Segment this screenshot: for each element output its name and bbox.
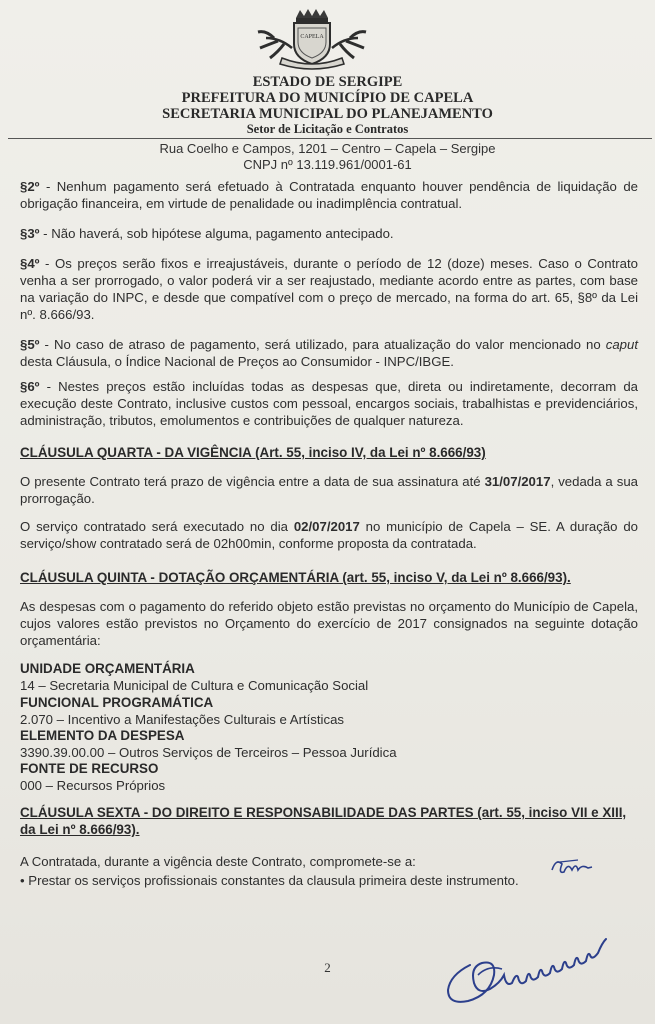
expense-element-value: 3390.39.00.00 – Outros Serviços de Terceiros – Pessoa Jurídica — [20, 745, 397, 760]
cnpj: CNPJ nº 13.119.961/0001-61 — [243, 157, 412, 172]
prefeitura-name: PREFEITURA DO MUNICÍPIO DE CAPELA — [181, 90, 474, 106]
clause-6-intro: A Contratada, durante a vigência deste Contrato, compromete-se a: — [20, 854, 416, 869]
clause-text: , vedada a sua prorrogação. — [20, 474, 638, 506]
paragraph-label: §4º — [20, 256, 40, 271]
clause-text: O presente Contrato terá prazo de vigência entre a data de sua assinatura até — [20, 474, 485, 489]
paragraph-6 — [20, 378, 638, 429]
paragraph-text: - Não haverá, sob hipótese alguma, pagamento antecipado. — [39, 226, 394, 241]
clause-4-paragraph-2 — [20, 518, 638, 552]
secretaria-name: SECRETARIA MUNICIPAL DO PLANEJAMENTO — [162, 106, 493, 122]
paragraph-5 — [20, 336, 638, 370]
clause-text: no município de Capela – SE. A duração do serviço/show contratado será de 02h00min, conforme proposta da contratada. — [20, 519, 638, 551]
clause-6-heading: CLÁUSULA SEXTA - DO DIREITO E RESPONSABILIDADE DAS PARTES (art. 55, inciso VII e XIII, da Lei nº 8.666/93). — [20, 805, 627, 837]
resource-source-value: 000 – Recursos Próprios — [20, 778, 166, 793]
paragraph-text: - No caso de atraso de pagamento, será utilizado, para atualização do valor mencionado no — [39, 337, 606, 352]
paragraph-label: §3º — [20, 226, 40, 241]
paragraph-text: desta Cláusula, o Índice Nacional de Preços ao Consumidor - INPC/IBGE. — [20, 354, 454, 369]
clause-4-heading: CLÁUSULA QUARTA - DA VIGÊNCIA (Art. 55, inciso IV, da Lei nº 8.666/93) — [20, 445, 486, 460]
paragraph-label: §5º — [20, 337, 40, 352]
resource-source-label: FONTE DE RECURSO — [20, 761, 159, 776]
setor-name: Setor de Licitação e Contratos — [246, 122, 409, 136]
expense-element-label: ELEMENTO DA DESPESA — [20, 728, 185, 743]
crest-text: CAPELA — [300, 34, 324, 40]
show-date: 02/07/2017 — [293, 519, 360, 534]
clause-text: O serviço contratado será executado no dia — [20, 519, 294, 534]
clause-4-paragraph-1 — [20, 473, 638, 507]
signature-icon — [430, 905, 640, 1010]
paragraph-label: §2º — [20, 179, 40, 194]
clause-5-intro: As despesas com o pagamento do referido objeto estão previstas no orçamento do Município de Capela, cujos valores estão previstos no Orçamento do exercício de 2017 consignados na seguinte dotação orçamentária: — [20, 599, 638, 648]
paragraph-label: §6º — [20, 379, 40, 394]
coat-of-arms-icon — [252, 8, 372, 72]
page-number: 2 — [324, 960, 331, 975]
address: Rua Coelho e Campos, 1201 – Centro – Capela – Sergipe — [159, 141, 496, 156]
end-date: 31/07/2017 — [484, 474, 551, 489]
clause-5-heading: CLÁUSULA QUINTA - DOTAÇÃO ORÇAMENTÁRIA (art. 55, inciso V, da Lei nº 8.666/93). — [20, 570, 571, 585]
header-divider — [8, 138, 652, 139]
functional-program-value: 2.070 – Incentivo a Manifestações Culturais e Artísticas — [20, 712, 344, 727]
state-name: ESTADO DE SERGIPE — [252, 74, 403, 90]
initials-signature-icon — [548, 852, 596, 882]
paragraph-4 — [20, 255, 638, 323]
paragraph-2 — [20, 178, 638, 212]
list-item: • Prestar os serviços profissionais constantes da clausula primeira deste instrumento. — [20, 873, 519, 888]
functional-program-label: FUNCIONAL PROGRAMÁTICA — [20, 695, 214, 710]
budget-unit-value: 14 – Secretaria Municipal de Cultura e Comunicação Social — [20, 678, 369, 693]
budget-unit-label: UNIDADE ORÇAMENTÁRIA — [20, 661, 195, 676]
paragraph-text: - Nestes preços estão incluídas todas as despesas que, direta ou indiretamente, decorram da execução deste Contrato, inclusive custos com pessoal, encargos sociais, trabalhistas e previdenciários, administração, tributos, emolumentos e contribuições de qualquer natureza. — [20, 379, 638, 428]
caput-term: caput — [605, 337, 638, 352]
paragraph-3 — [20, 225, 638, 242]
paragraph-text: - Os preços serão fixos e irreajustáveis, durante o período de 12 (doze) meses. Caso o Contrato venha a ser prorrogado, o valor poderá vir a ser reajustado, mediante acordo entre as partes, com base na variação do INPC, e desde que compatível com o preço de mercado, na forma do art. 65, §8º da Lei nº. 8.666/93. — [20, 256, 638, 322]
paragraph-text: - Nenhum pagamento será efetuado à Contratada enquanto houver pendência de liquidação de obrigação financeira, em virtude de penalidade ou inadimplência contratual. — [20, 179, 638, 211]
